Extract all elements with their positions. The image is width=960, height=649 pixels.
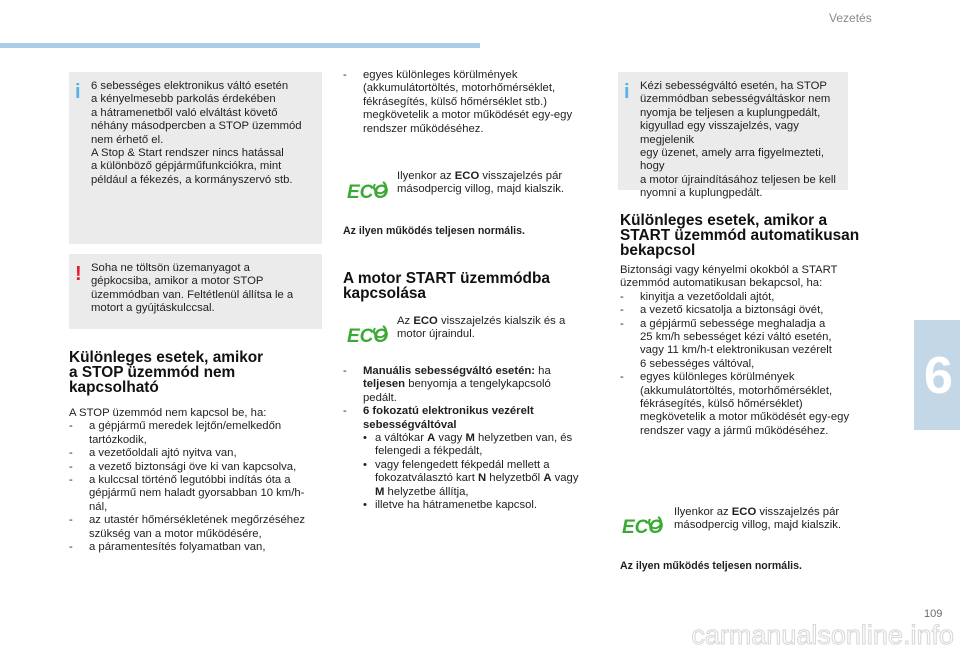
note-line: a különböző gépjárműfunkciókra, mint [91,160,282,173]
note-line: kigyullad egy visszajelzés, vagy megjelenik [640,120,799,146]
list-dash: - [620,317,624,330]
text: ha [535,365,551,377]
heading-line: kapcsolható [69,379,159,396]
heading-line: kapcsolása [343,285,426,302]
list-item [69,474,329,514]
list-item-line: gépjármű nem haladt gyorsabban 10 km/h- [89,487,305,500]
note-line: Kézi sebességváltó esetén, ha STOP [640,80,827,92]
start-conditions-list [343,365,593,512]
text: visszajelzés pár [479,170,563,182]
list-dash: - [69,447,73,460]
text: a váltókar [375,432,428,445]
eco-label: ECO [413,315,438,327]
list-dash: - [620,290,624,303]
bullet-item [343,432,593,459]
list-item-line: (akkumulátortöltés, motorhőmérséklet, [640,384,833,397]
eco-indicator-text [397,170,575,197]
text: helyzetben van, és [474,432,573,445]
bold-text: M [465,432,475,445]
eco-indicator-text [397,315,575,342]
watermark [560,616,960,649]
info-note-text [91,80,314,187]
bold-text: N [477,472,487,485]
note-line: a motor újraindításához teljesen be kell [640,173,836,186]
bullet-dot: • [363,432,367,445]
page-number: 109 [924,608,943,620]
list-item [343,365,593,405]
list-item-line: (akkumulátortöltés, motorhőmérséklet, [363,82,556,95]
warning-icon: ! [75,263,82,285]
list-item [69,420,329,447]
list-dash: - [69,541,73,554]
list-intro: Biztonsági vagy kényelmi okokból a START [620,264,838,276]
list-item-line [375,459,593,472]
bold-text: A [427,432,436,445]
list-item-line: megkövetelik a motor működését egy-egy [363,109,573,122]
list-item-line: 6 fokozatú elektronikus vezérelt [363,405,534,418]
list-dash: - [343,405,347,418]
text: Ilyenkor az [397,170,455,182]
list-dash: - [343,69,347,81]
list-item [343,405,593,432]
list-item-line: egyes különleges körülmények [640,371,795,384]
eco-line [674,506,852,519]
list-item-line: fékrásegítés, külső hőmérséklet) [640,398,803,411]
note-line: a hátramenetből való elváltást követő [91,106,278,119]
auto-start-list [620,264,860,438]
text: fokozatválasztó kart [375,472,478,485]
info-icon: i [75,81,81,103]
list-item [620,291,860,304]
eco-line: motor újraindul. [397,328,475,341]
list-item-line: pedált. [363,391,397,404]
heading-line: a STOP üzemmód nem [69,364,236,381]
eco-line: másodpercig villog, majd kialszik. [397,183,565,196]
list-item [69,447,329,460]
eco-line [397,170,575,183]
text: Az [397,315,414,327]
svg-text:ECO: ECO [347,326,389,346]
list-item [69,514,329,541]
normal-operation-note: Az ilyen működés teljesen normális. [343,225,525,237]
list-item-line: 6 sebességes váltóval, [640,357,755,370]
note-line: üzemmódban sebességváltáskor nem [640,93,831,106]
heading-line: START üzemmód automatikusan [620,227,860,244]
note-line: gépkocsiba, amikor a motor STOP [91,275,264,288]
list-item-line: sebességváltóval [363,418,457,431]
svg-text:ECO: ECO [347,182,389,202]
list-item [343,69,583,136]
info-note [69,72,322,244]
list-item-line: a vezető kicsatolja a biztonsági övét, [640,304,824,317]
text: illetve ha hátramenetbe kapcsol. [375,499,538,512]
list-item-line: a kulccsal történő legutóbbi indítás óta a [89,474,291,487]
note-line: 6 sebességes elektronikus váltó esetén [91,80,289,92]
list-item-line: az utastér hőmérsékletének megőrzéséhez [89,514,306,527]
list-item-line: megkövetelik a motor működését egy-egy [640,411,850,424]
text: visszajelzés kialszik és a [437,315,566,327]
list-item-line: kinyitja a vezetőoldali ajtót, [640,290,775,303]
list-dash: - [69,460,73,473]
auto-start-heading [620,213,860,258]
list-intro: A STOP üzemmód nem kapcsol be, ha: [69,407,267,419]
text: Ilyenkor az [674,506,732,518]
list-item [69,461,329,474]
bold-text: M [375,485,385,498]
heading-line: bekapcsol [620,242,696,259]
list-item-line: tartózkodik, [89,433,147,446]
note-line: nem érhető el. [91,133,164,146]
eco-indicator-block-2 [343,315,583,349]
eco-label: ECO [731,506,757,518]
text: helyzetbe állítja, [384,485,469,498]
text: benyomja a tengelykapcsoló [405,378,551,391]
bold-text: teljesen [363,378,406,391]
eco-indicator-icon [620,515,664,537]
eco-line [397,315,575,328]
eco-indicator-text [674,506,852,533]
bullet-dot: • [363,458,367,471]
section-title: Vezetés [829,11,872,25]
list-item-line [363,378,593,391]
note-line: nyomni a kuplungpedált. [640,187,763,200]
list-item-line: a vezető biztonsági öve ki van kapcsolva, [89,460,297,473]
list-item [620,318,860,372]
list-dash: - [69,474,73,487]
svg-text:ECO: ECO [622,517,664,537]
warning-note [69,254,322,329]
note-line: egy üzenet, amely arra figyelmezteti, hogy [640,147,824,173]
list-item-line: rendszer működéséhez. [363,122,484,135]
list-dash: - [620,371,624,384]
text: vagy [435,432,466,445]
info-note [618,72,848,200]
bold-text: A [543,472,552,485]
list-item-line: 25 km/h sebességet kézi váltó esetén, [640,331,832,344]
list-item [620,304,860,317]
eco-indicator-icon [345,180,389,202]
normal-operation-note: Az ilyen működés teljesen normális. [620,560,802,572]
list-item-line: rendszer vagy a jármű működéséhez. [640,424,829,437]
note-line: nyomja be teljesen a kuplungpedált, [640,106,821,119]
list-item-line [375,472,593,485]
stop-unavailable-heading [69,350,329,395]
list-item-line [375,499,593,512]
note-line: üzemmódban van. Feltétlenül állítsa le a [91,288,294,301]
eco-label: ECO [454,170,480,182]
list-item-line: a gépjármű sebessége meghaladja a [640,317,826,330]
bullet-dot: • [363,499,367,512]
text: vagy [551,472,579,485]
list-item-line [375,432,593,445]
note-line: néhány másodpercben a STOP üzemmód [91,120,302,133]
note-line: Soha ne töltsön üzemanyagot a [91,262,250,274]
list-item-line: a gépjármű meredek lejtőn/emelkedőn [89,420,282,433]
list-item [69,541,329,554]
header-accent-bar [0,43,480,48]
heading-line: A motor START üzemmódba [343,270,550,287]
list-item-line: vagy 11 km/h-t elektronikusan vezérelt [640,344,832,357]
note-line: A Stop & Start rendszer nincs hatással [91,147,284,160]
list-item-line: szükség van a motor működésére, [89,527,262,540]
heading-line: Különleges esetek, amikor [69,349,264,366]
note-line: motort a gyújtáskulccsal. [91,302,215,315]
chapter-number: 6 [924,347,953,405]
eco-indicator-block [343,170,583,204]
list-intro: üzemmód automatikusan bekapcsol, ha: [620,277,823,290]
note-line: a kényelmesebb parkolás érdekében [91,93,276,106]
list-item-line [363,365,593,378]
list-item-line [375,486,593,499]
eco-indicator-block-3 [620,506,860,540]
special-conditions-item [343,69,583,136]
warning-note-text [91,262,314,316]
list-dash: - [343,365,347,377]
stop-unavailable-list [69,407,329,554]
svg-text:carmanualsonline.info: carmanualsonline.info [691,620,954,649]
text: vagy felengedett fékpedál mellett a [375,458,550,471]
list-item [620,371,860,438]
list-item-line: a páramentesítés folyamatban van, [89,541,266,554]
text: helyzetből [486,472,544,485]
info-icon: i [624,81,630,103]
list-item-line: fékrásegítés, külső hőmérséklet stb.) [363,95,547,108]
list-dash: - [69,420,73,433]
note-line: például a fékezés, a kormányszervó stb. [91,173,293,186]
bullet-item [343,499,593,512]
list-dash: - [69,514,73,527]
list-item-line: nál, [89,500,108,513]
list-item-line: a vezetőoldali ajtó nyitva van, [89,447,237,460]
list-item-line: egyes különleges körülmények [363,69,518,81]
list-item-line: felengedi a fékpedált, [375,445,483,458]
list-dash: - [620,304,624,317]
start-mode-heading [343,271,593,301]
eco-line: másodpercig villog, majd kialszik. [674,519,842,532]
info-note-text [640,80,840,201]
bullet-item [343,459,593,499]
text: visszajelzés pár [756,506,840,518]
bold-text: Manuális sebességváltó esetén: [363,365,536,377]
eco-indicator-icon [345,324,389,346]
heading-line: Különleges esetek, amikor a [620,212,828,229]
